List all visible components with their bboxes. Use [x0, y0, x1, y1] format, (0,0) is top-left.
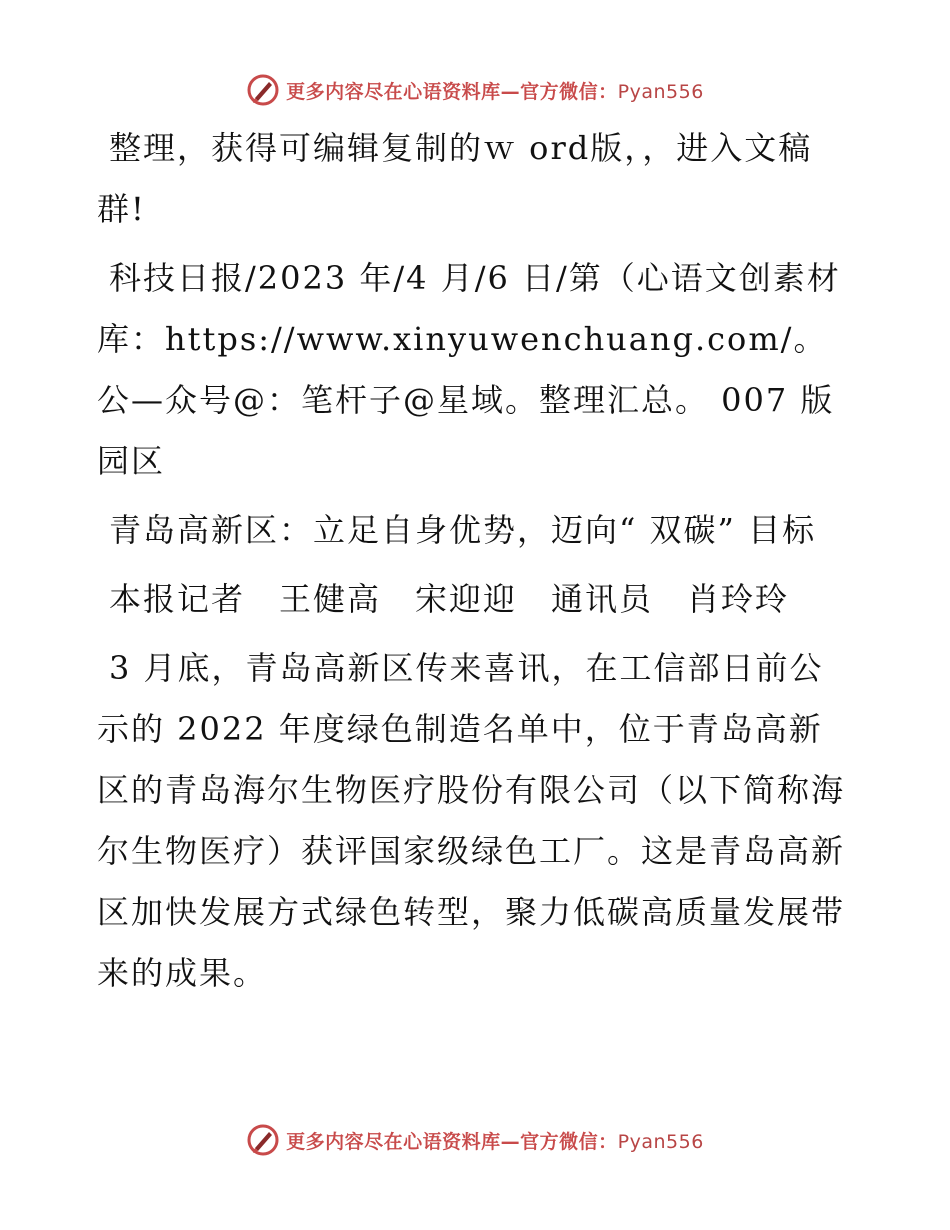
- article-title: 青岛高新区：立足自身优势，迈向“ 双碳” 目标: [109, 511, 817, 549]
- watermark-handle: Pyan556: [617, 1130, 704, 1153]
- pen-circle-logo-icon: [246, 73, 280, 107]
- pen-circle-logo-icon: [246, 1123, 280, 1157]
- watermark-handle: Pyan556: [617, 80, 704, 103]
- paragraph-body: 3 月底，青岛高新区传来喜讯，在工信部日前公示的 2022 年度绿色制造名单中，位于青岛高新区的青岛海尔生物医疗股份有限公司（以下简称海尔生物医疗）获评国家级绿色工厂。这是青岛高新区加快发展方式绿色转型，聚力低碳高质量发展带来的成果。: [97, 649, 846, 992]
- paragraph-source: 科技日报/2023 年/4 月/6 日/第（心语文创素材库：https://www.xinyuwenchuang.com/。公—众号@：笔杆子@星域。整理汇总。 007 版园区: [97, 259, 841, 480]
- watermark-footer: [0, 1120, 950, 1160]
- paragraph-intro: 整理，获得可编辑复制的ｗ ord版，，进入文稿群!: [97, 129, 813, 228]
- watermark-text: 更多内容尽在心语资料库—官方微信：Pyan556: [286, 80, 704, 103]
- watermark-text: 更多内容尽在心语资料库—官方微信：Pyan556: [286, 1130, 704, 1153]
- watermark-header: [0, 70, 950, 110]
- document-body: [97, 118, 852, 1012]
- article-byline: 本报记者 王健高 宋迎迎 通讯员 肖玲玲: [109, 580, 790, 618]
